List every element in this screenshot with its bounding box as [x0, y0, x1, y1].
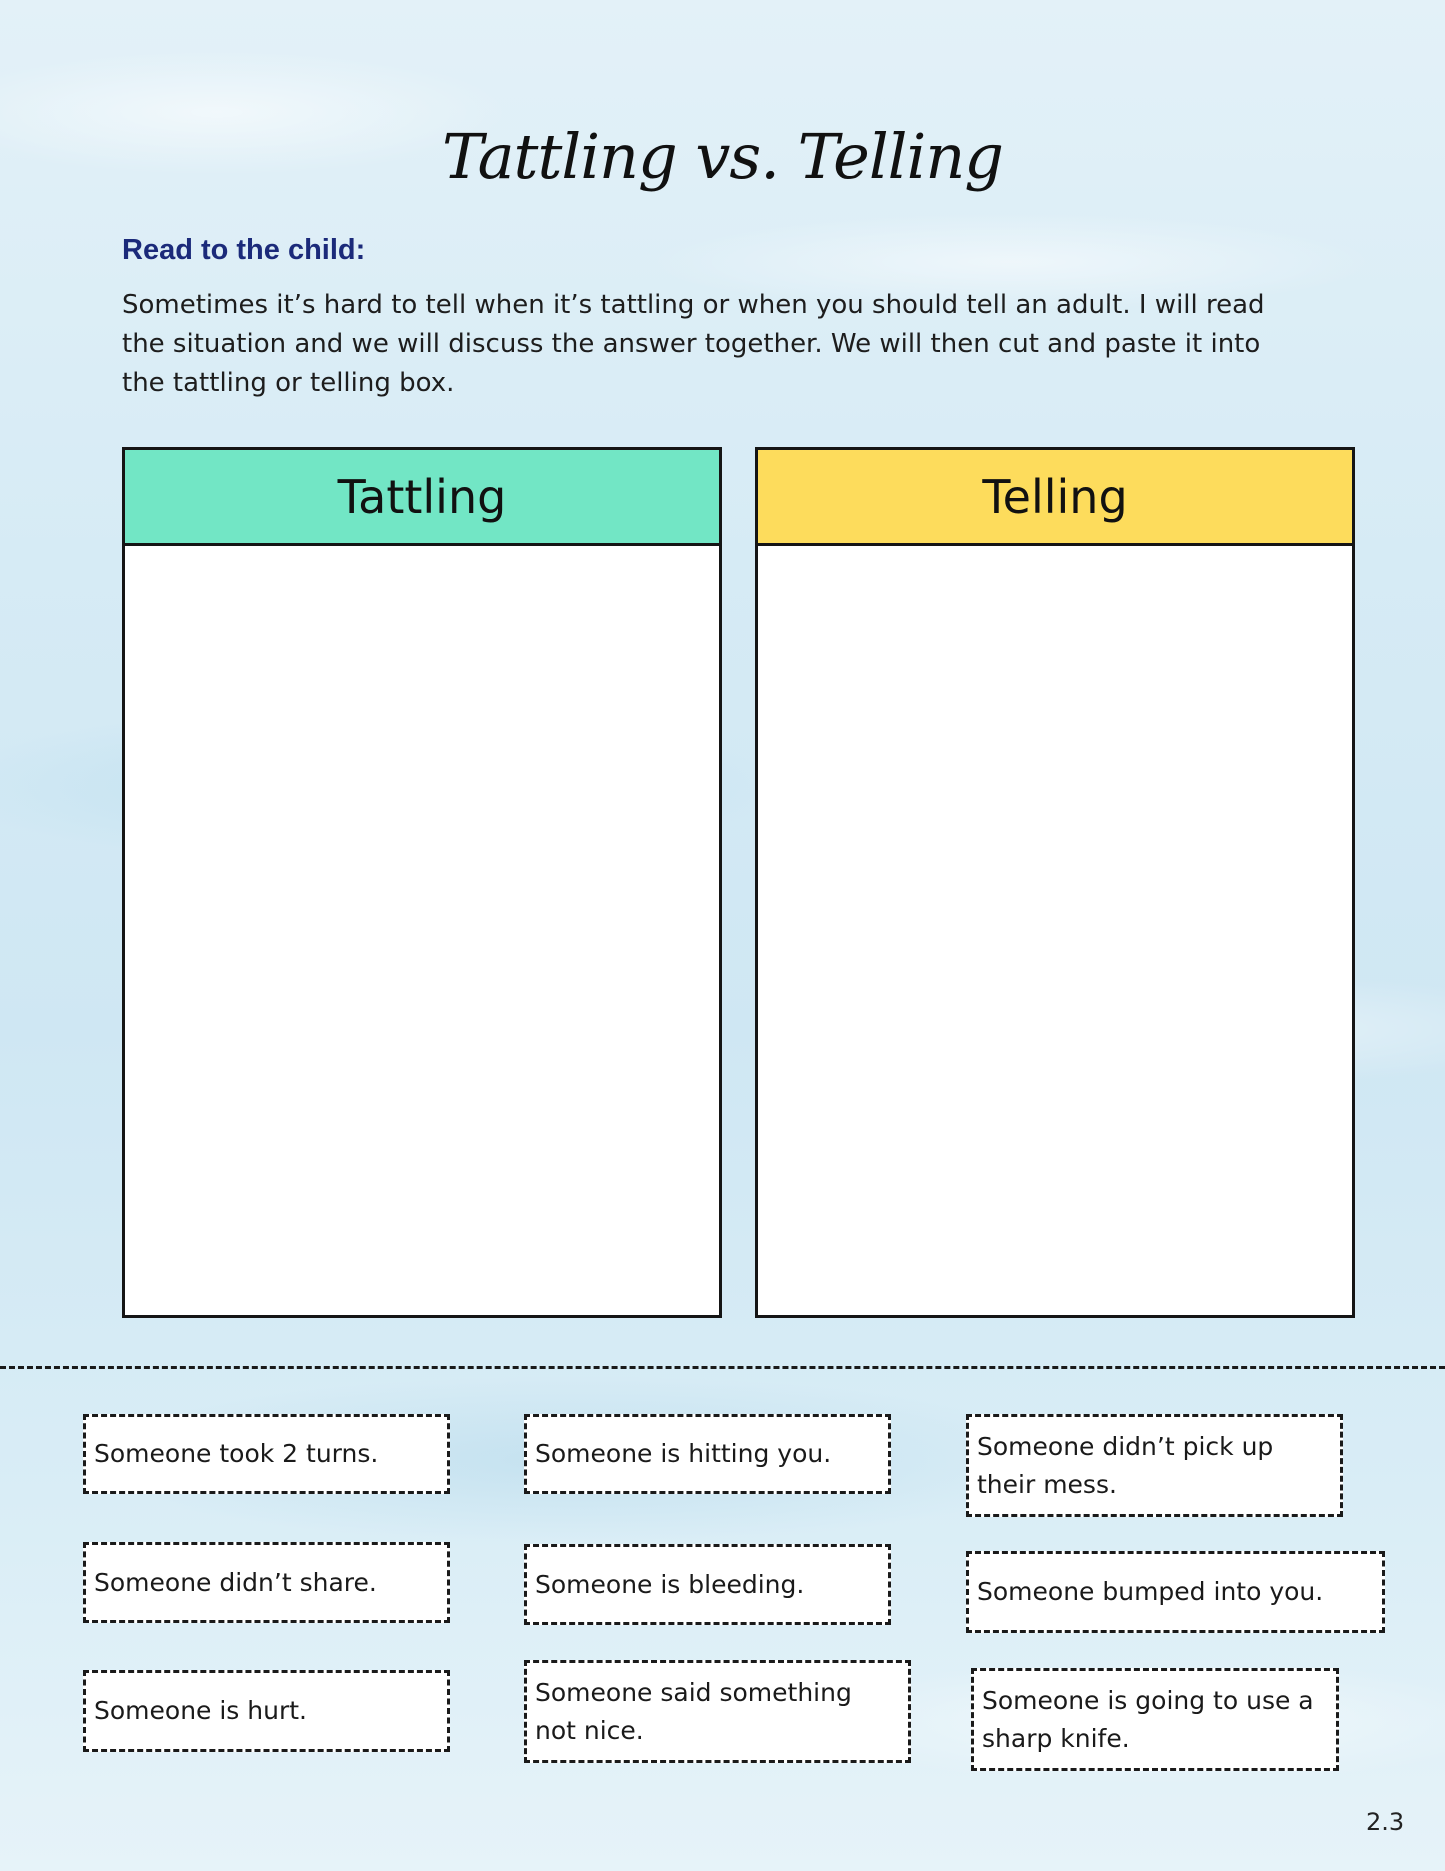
tattling-box[interactable]	[122, 447, 722, 1318]
telling-header: Telling	[758, 450, 1352, 546]
situation-card[interactable]: Someone bumped into you.	[966, 1551, 1385, 1633]
situation-card[interactable]: Someone is hurt.	[83, 1670, 450, 1752]
situation-card[interactable]: Someone is bleeding.	[524, 1544, 891, 1625]
intro-heading: Read to the child:	[122, 234, 366, 266]
cut-line	[0, 1366, 1445, 1369]
page-number: 2.3	[1366, 1808, 1405, 1836]
intro-text: Sometimes it’s hard to tell when it’s tattling or when you should tell an adult. I will read the situation and we will discuss the answer together. We will then cut and paste it into the tattling or telling box.	[122, 290, 1265, 398]
situation-card[interactable]: Someone is hitting you.	[524, 1414, 891, 1494]
situation-card[interactable]: Someone didn’t pick up their mess.	[966, 1414, 1343, 1517]
telling-box[interactable]	[755, 447, 1355, 1318]
situation-card[interactable]: Someone said something not nice.	[524, 1660, 911, 1763]
situation-card[interactable]: Someone took 2 turns.	[83, 1414, 450, 1494]
tattling-header: Tattling	[125, 450, 719, 546]
situation-card[interactable]: Someone is going to use a sharp knife.	[971, 1668, 1339, 1771]
page-title: Tattling vs. Telling	[442, 120, 1003, 193]
situation-card[interactable]: Someone didn’t share.	[83, 1542, 450, 1623]
